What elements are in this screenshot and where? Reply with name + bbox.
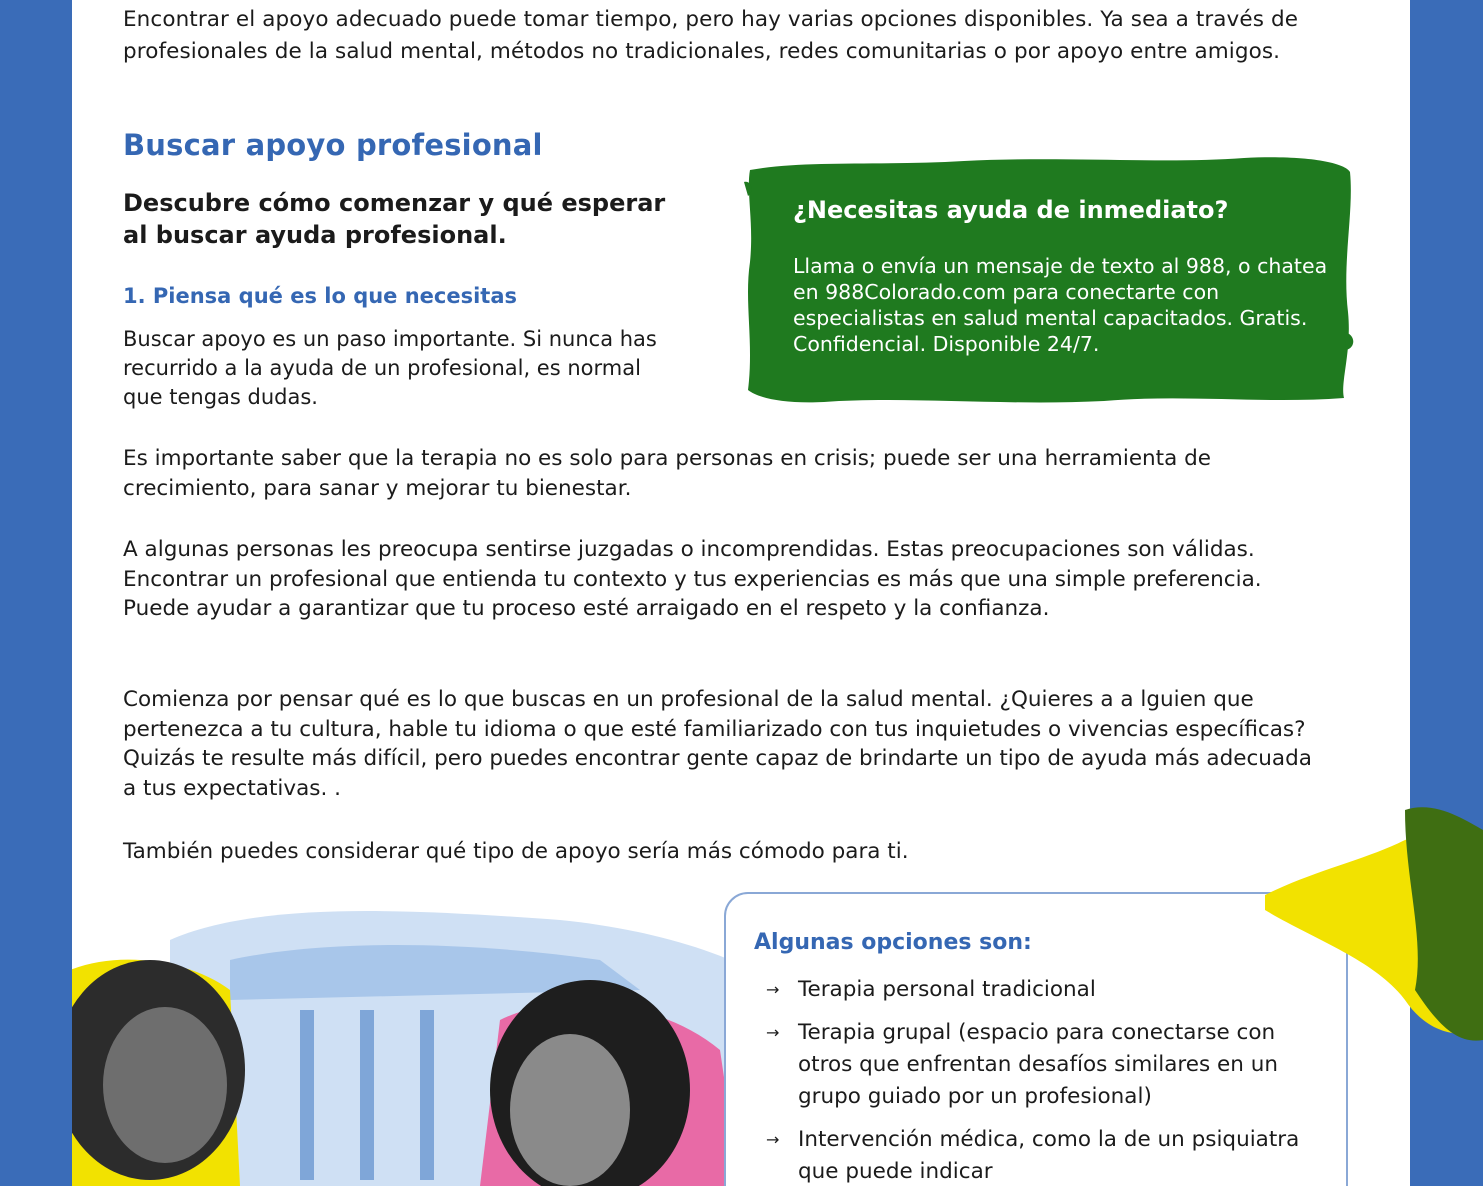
step-1-text: Buscar apoyo es un paso importante. Si nunca has recurrido a la ayuda de un profesional, es normal que tengas dudas.: [123, 327, 657, 409]
arrow-icon: →: [766, 1023, 780, 1042]
arrow-icon: →: [766, 1130, 780, 1149]
options-list: [766, 974, 1326, 1186]
lead-text: Descubre cómo comenzar y qué esperar al buscar ayuda profesional.: [123, 189, 666, 249]
urgent-help-title: ¿Necesitas ayuda de inmediato?: [793, 196, 1229, 224]
section-title: Buscar apoyo profesional: [123, 128, 543, 162]
list-item: → Terapia personal tradicional: [766, 974, 1326, 1006]
paragraph-concerns: A algunas personas les preocupa sentirse juzgadas o incomprendidas. Estas preocupaciones son válidas. Encontrar un profesional que entienda tu contexto y tus experiencias es más que una simple preferencia. Puede ayudar a garantizar que tu proceso esté arraigado en el respeto y la confianza.: [123, 537, 1262, 621]
options-title: Algunas opciones son:: [754, 930, 1032, 955]
arrow-icon: →: [766, 980, 780, 999]
list-item: → Intervención médica, como la de un psiquiatra que puede indicar: [766, 1124, 1326, 1186]
document-page: [72, 0, 1410, 1186]
intro-paragraph: Encontrar el apoyo adecuado puede tomar tiempo, pero hay varias opciones disponibles. Ya sea a través de profesionales de la salud mental, métodos no tradicionales, redes comunitarias o por apoyo entre amigos.: [123, 7, 1299, 64]
paragraph-support-type: También puedes considerar qué tipo de apoyo sería más cómodo para ti.: [123, 839, 909, 864]
photo-two-women: [72, 900, 820, 1186]
decorative-brush-strokes: [1255, 800, 1483, 1050]
step-1-title: 1. Piensa qué es lo que necesitas: [123, 284, 518, 308]
paragraph-what-to-look-for: Comienza por pensar qué es lo que buscas en un profesional de la salud mental. ¿Quieres a a lguien que pertenezca a tu cultura, hable tu idioma o que esté familiarizado con tus inquietudes o vivencias específicas? Quizás te resulte más difícil, pero puedes encontrar gente capaz de brindarte un tipo de ayuda más adecuada a tus expectativas. .: [123, 687, 1312, 801]
paragraph-therapy: Es importante saber que la terapia no es solo para personas en crisis; puede ser una herramienta de crecimiento, para sanar y mejorar tu bienestar.: [123, 446, 1211, 501]
urgent-help-callout: [744, 152, 1354, 404]
list-item: → Terapia grupal (espacio para conectarse con otros que enfrentan desafíos similares en un grupo guiado por un profesional): [766, 1017, 1326, 1113]
urgent-help-text: Llama o envía un mensaje de texto al 988, o chatea en 988Colorado.com para conectarte con especialistas en salud mental capacitados. Gratis. Confidencial. Disponible 24/7.: [793, 254, 1328, 356]
